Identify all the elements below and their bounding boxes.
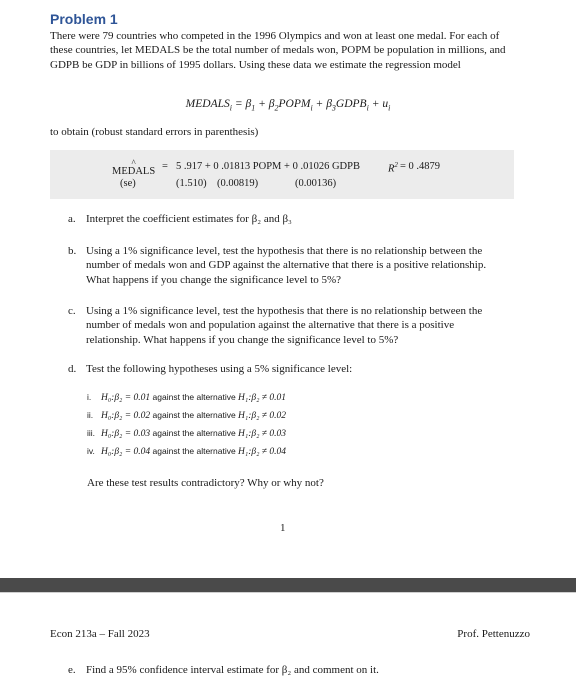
alternative-hypothesis: H₁:β₂ ≠ 0.03	[238, 429, 286, 439]
null-hypothesis: H₀:β₂ = 0.01	[101, 393, 151, 403]
model-beta1: β	[245, 98, 252, 110]
r-squared-symbol: R	[388, 163, 395, 175]
item-text: Find a 95% confidence interval estimate for β₂ and comment on it.	[86, 664, 379, 676]
alternative-hypothesis: H₁:β₂ ≠ 0.01	[238, 393, 286, 403]
hypothesis-item-ii	[87, 410, 286, 421]
se-label: (se)	[120, 178, 136, 189]
page-separator	[0, 578, 576, 592]
r-squared-label	[388, 161, 398, 175]
hypothesis-number: i.	[87, 392, 92, 402]
hypothesis-number: iv.	[87, 446, 95, 456]
page-number: 1	[280, 522, 286, 534]
model-plus: +	[255, 98, 269, 110]
r-squared-exponent: 2	[394, 161, 398, 169]
regression-model-equation	[0, 98, 576, 112]
model-beta3: β	[326, 98, 332, 110]
se-gdpb: (0.00136)	[295, 178, 337, 189]
model-popm: POPM	[278, 98, 311, 110]
null-hypothesis: H₀:β₂ = 0.03	[101, 429, 151, 439]
alternative-hypothesis: H₁:β₂ ≠ 0.04	[238, 447, 286, 457]
item-text: Test the following hypotheses using a 5% significance level:	[86, 363, 353, 375]
model-error: + u	[368, 98, 389, 110]
item-label: c.	[68, 305, 76, 317]
regression-equals: =	[162, 161, 168, 172]
model-sub: i	[310, 103, 313, 113]
hypothesis-connector: against the alternative	[150, 392, 239, 402]
estimated-regression-box	[50, 150, 514, 199]
question-item-e	[68, 664, 379, 676]
model-sub: 3	[331, 103, 336, 113]
model-lhs: MEDALS	[185, 98, 230, 110]
obtain-text: to obtain (robust standard errors in parenthesis)	[50, 126, 259, 138]
se-popm: (0.00819)	[217, 178, 259, 189]
se-intercept: (1.510)	[176, 178, 207, 189]
null-hypothesis: H₀:β₂ = 0.04	[101, 447, 151, 457]
model-eq: =	[232, 98, 246, 110]
problem-title: Problem 1	[50, 11, 118, 27]
item-text: Interpret the coefficient estimates for β₂ and β₃	[86, 213, 292, 225]
null-hypothesis: H₀:β₂ = 0.02	[101, 411, 151, 421]
course-label: Econ 213a – Fall 2023	[50, 628, 150, 640]
model-plus: +	[312, 98, 327, 110]
item-label: b.	[68, 245, 77, 257]
model-sub: i	[388, 103, 391, 113]
item-label: d.	[68, 363, 77, 375]
page-separator-edge	[0, 592, 576, 593]
item-label: a.	[68, 213, 76, 225]
model-sub: 2	[274, 103, 279, 113]
instructor-label: Prof. Pettenuzzo	[457, 628, 530, 640]
hypothesis-connector: against the alternative	[150, 446, 239, 456]
hypothesis-connector: against the alternative	[150, 428, 239, 438]
r-squared-value: = 0 .4879	[400, 161, 441, 172]
regression-lhs: ^ MEDALS	[112, 166, 155, 177]
contradictory-question: Are these test results contradictory? Why or why not?	[87, 477, 324, 489]
regression-rhs: 5 .917 + 0 .01813 POPM + 0 .01026 GDPB	[176, 161, 360, 172]
model-sub: i	[229, 103, 232, 113]
model-sub: 1	[251, 103, 256, 113]
hypothesis-item-iv	[87, 446, 286, 457]
model-gdpb: GDPB	[335, 98, 367, 110]
hypothesis-item-iii	[87, 428, 286, 439]
item-text: Using a 1% significance level, test the hypothesis that there is no relationship between the number of medals won and GDP against the alternative that there is a positive relationship. What happens if you change the significance level to 5%?	[86, 245, 487, 286]
hypothesis-number: ii.	[87, 410, 94, 420]
item-text: Using a 1% significance level, test the hypothesis that there is no relationship between the number of medals won and population against the alternative that there is a positive relationship. What happens if you change the significance level to 5%?	[86, 305, 483, 346]
hypothesis-connector: against the alternative	[150, 410, 239, 420]
model-sub: i	[366, 103, 369, 113]
alternative-hypothesis: H₁:β₂ ≠ 0.02	[238, 411, 286, 421]
problem-intro: There were 79 countries who competed in the 1996 Olympics and won at least one medal. For each of these countries, let MEDALS be the total number of medals won, POPM be population in millions, and GDPB be GDP in billions of 1995 dollars. Using these data we estimate the regression model	[50, 30, 506, 71]
hypothesis-number: iii.	[87, 428, 96, 438]
item-label: e.	[68, 664, 76, 676]
model-beta2: β	[268, 98, 275, 110]
hypothesis-item-i	[87, 392, 286, 403]
